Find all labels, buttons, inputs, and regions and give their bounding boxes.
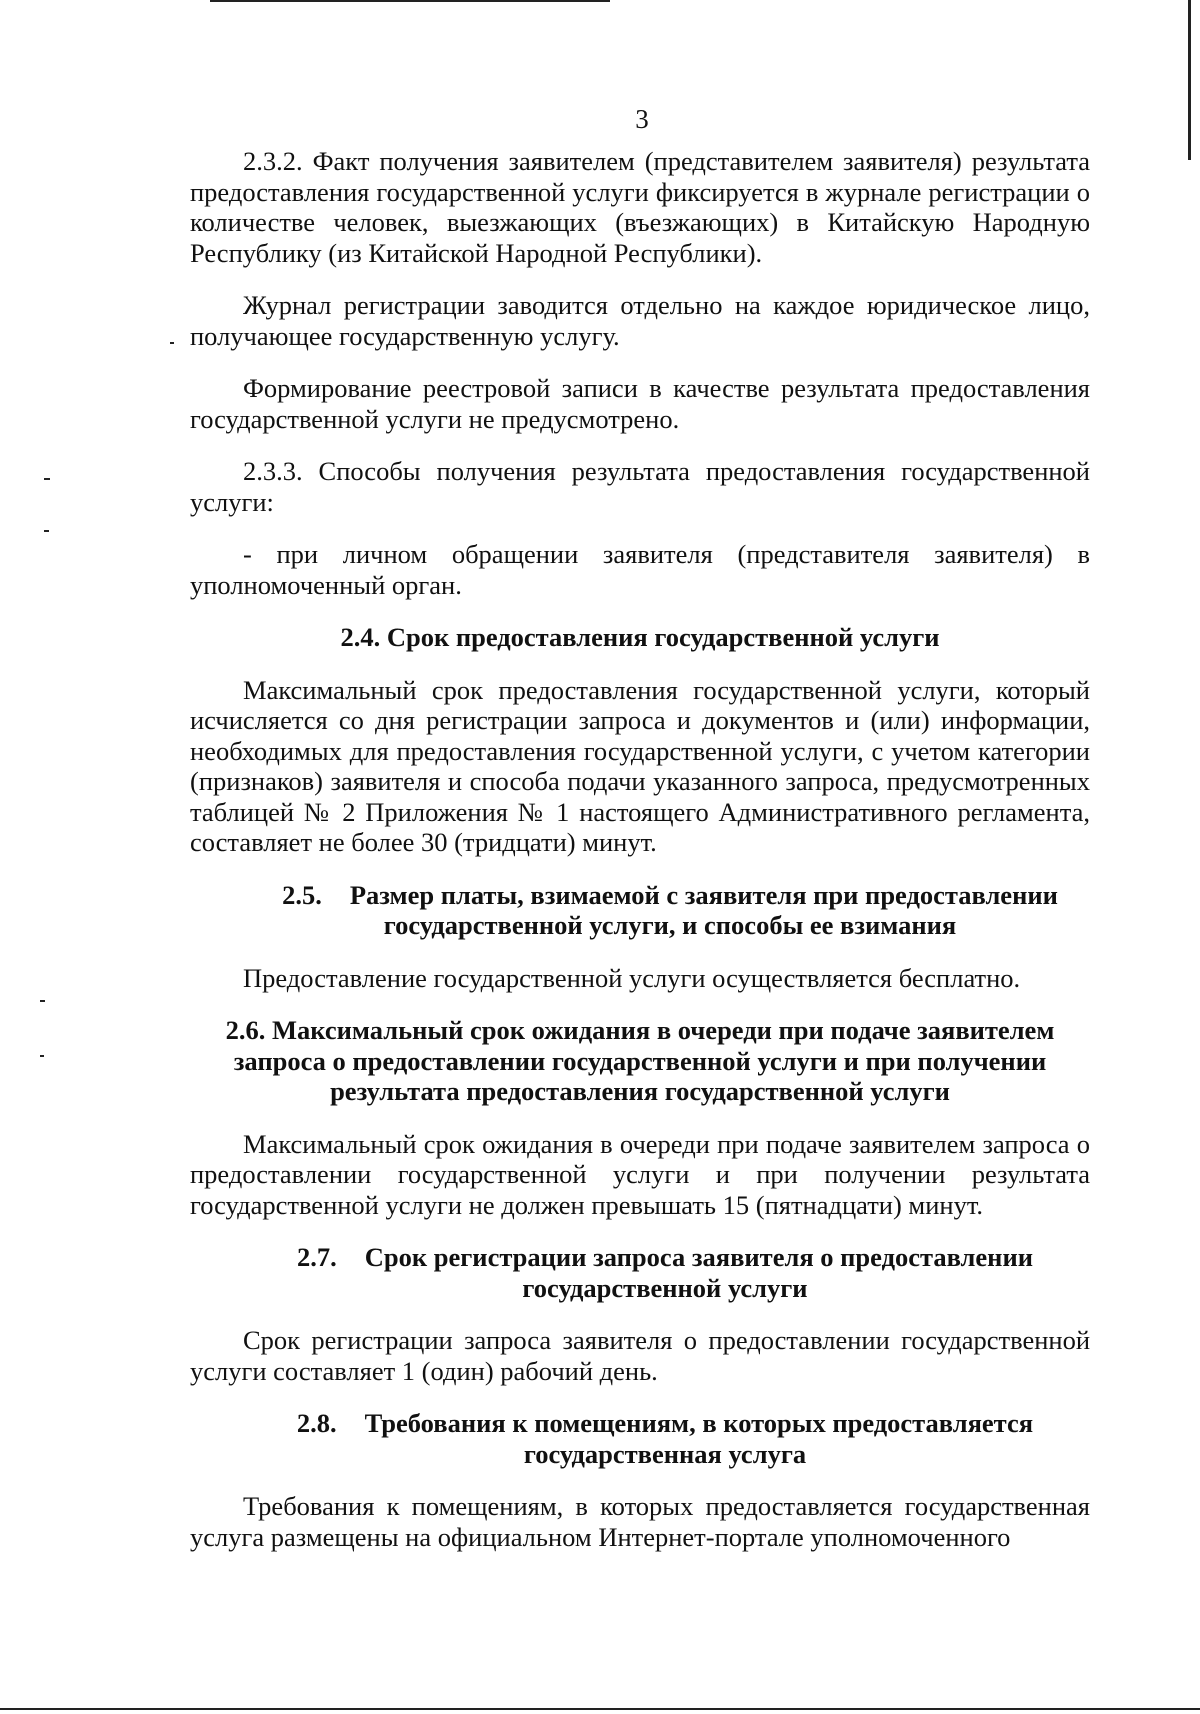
scan-speck [44, 478, 50, 480]
section-heading-text: Требования к помещениям, в которых предоставляется государственная услуга [364, 1408, 1034, 1469]
scan-edge-bottom [0, 1708, 1200, 1710]
paragraph: 2.3.2. Факт получения заявителем (представителем заявителя) результата предоставления государственной услуги фиксируется в журнале регистрации о количестве человек, выезжающих (въезжающих) в Китайскую Народную Республику (из Китайской Народной Республики). [190, 146, 1090, 268]
scan-edge-right [1188, 0, 1191, 160]
section-heading [190, 880, 1090, 941]
paragraph: Требования к помещениям, в которых предоставляется государственная услуга размещены на официальном Интернет-портале уполномоченного [190, 1491, 1090, 1552]
section-heading-text: 2.4. Срок предоставления государственной услуги [340, 622, 940, 652]
section-heading-text: 2.6. Максимальный срок ожидания в очереди при подаче заявителем запроса о предоставлении государственной услуги и при получении результата предоставления государственной услуги [225, 1015, 1055, 1106]
section-number: 2.7. [297, 1242, 337, 1272]
section-heading [190, 622, 1090, 653]
paragraph: Предоставление государственной услуги осуществляется бесплатно. [243, 962, 1021, 993]
scan-edge-top [210, 0, 610, 2]
scan-speck [170, 342, 174, 344]
section-heading [190, 1015, 1090, 1107]
section-heading-text: Размер платы, взимаемой с заявителя при предоставлении государственной услуги, и способы ее взимания [349, 879, 1058, 940]
paragraph: Формирование реестровой записи в качестве результата предоставления государственной услуги не предусмотрено. [190, 373, 1090, 434]
document-body [190, 146, 1090, 1574]
paragraph: Максимальный срок ожидания в очереди при подаче заявителем запроса о предоставлении государственной услуги и при получении результата государственной услуги не должен превышать 15 (пятнадцати) минут. [190, 1128, 1090, 1220]
section-number: 2.8. [296, 1408, 337, 1438]
section-heading-text: Срок регистрации запроса заявителя о предоставлении государственной услуги [364, 1242, 1033, 1303]
section-heading [190, 1242, 1090, 1303]
paragraph: Срок регистрации запроса заявителя о предоставлении государственной услуги составляет 1 (один) рабочий день. [190, 1325, 1090, 1386]
paragraph: Журнал регистрации заводится отдельно на каждое юридическое лицо, получающее государственную услугу. [190, 290, 1090, 351]
paragraph: Максимальный срок предоставления государственной услуги, который исчисляется со дня регистрации запроса и документов и (или) информации, необходимых для предоставления государственной услуги, с учетом категории (признаков) заявителя и способа подачи указанного запроса, предусмотренных таблицей № 2 Приложения № 1 настоящего Административного регламента, составляет не более 30 (тридцати) минут. [190, 674, 1090, 857]
section-heading [190, 1408, 1090, 1469]
scan-speck [40, 1000, 45, 1002]
page-number: 3 [635, 104, 649, 134]
paragraph: 2.3.3. Способы получения результата предоставления государственной услуги: [190, 456, 1090, 517]
paragraph: - при личном обращении заявителя (представителя заявителя) в уполномоченный орган. [190, 539, 1090, 600]
scan-speck [40, 1055, 44, 1057]
section-number: 2.5. [282, 879, 322, 910]
scan-speck [44, 530, 49, 532]
